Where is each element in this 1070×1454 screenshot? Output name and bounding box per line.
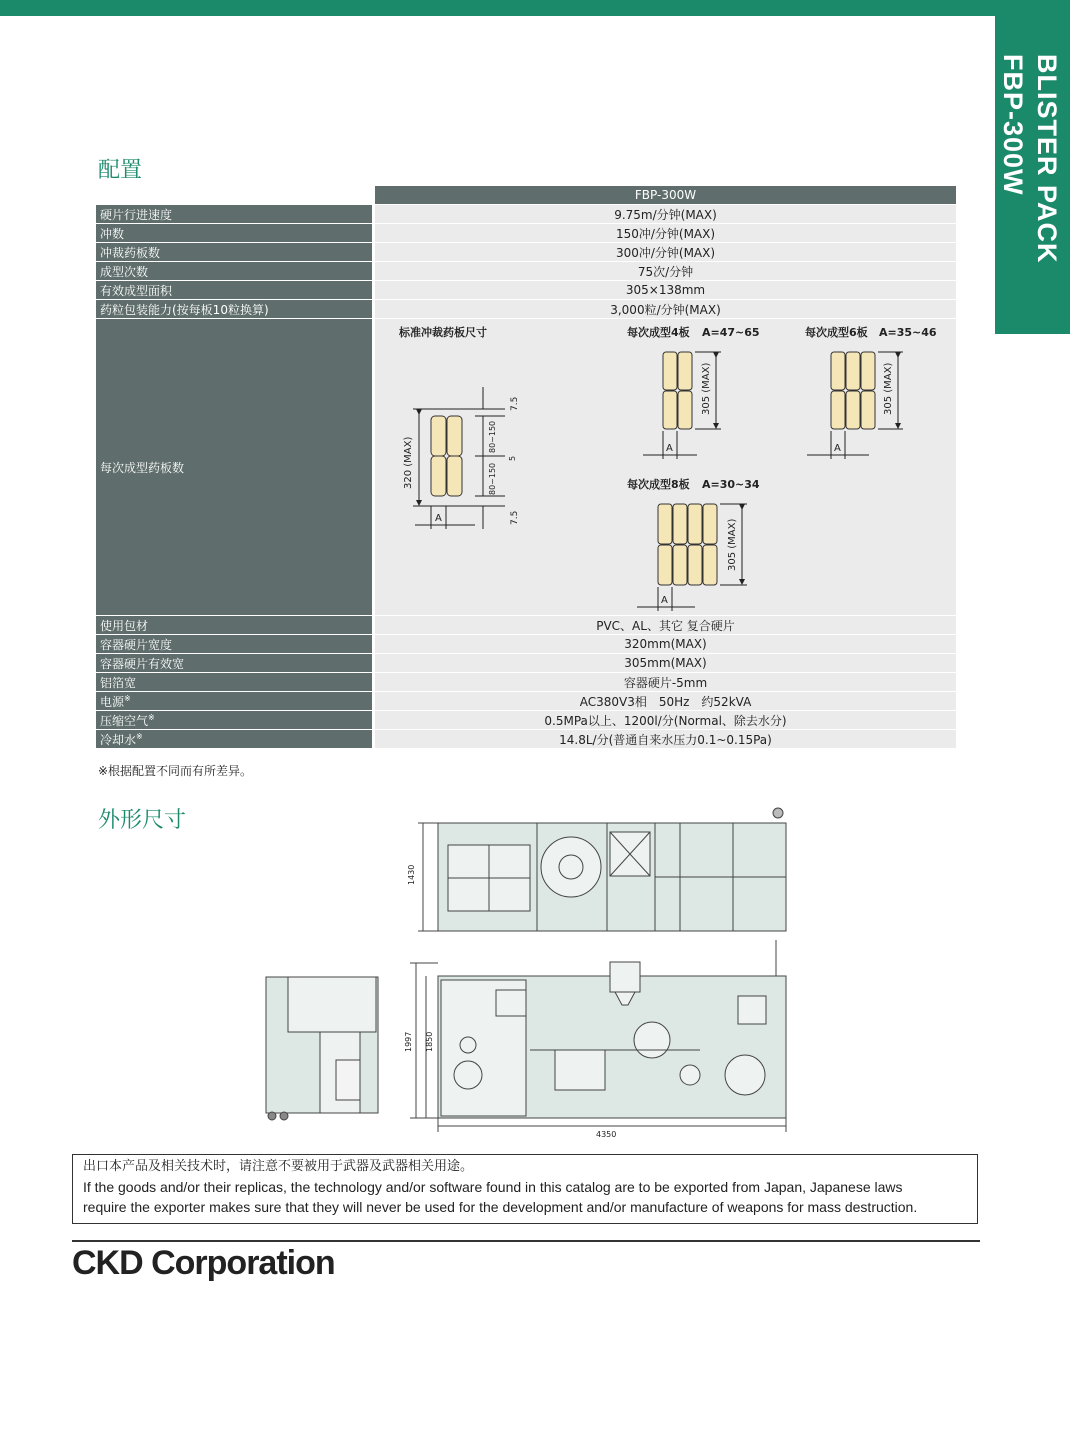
blister-layout-svg (375, 319, 963, 615)
spec-value: 0.5MPa以上、1200l/分(Normal、除去水分) (375, 711, 956, 729)
spec-value: AC380V3相 50Hz 约52kVA (375, 692, 956, 710)
spec-label: 冷却水 (100, 732, 137, 747)
spec-value: 容器硬片-5mm (375, 673, 956, 691)
eight-range: A=30~34 (702, 478, 760, 491)
spec-value: 305×138mm (375, 281, 956, 299)
spec-value: 14.8L/分(普通自来水压力0.1~0.15Pa) (375, 730, 956, 748)
spec-label: 容器硬片有效宽 (100, 656, 185, 671)
spec-label: 压缩空气 (100, 713, 149, 728)
spec-label: 药粒包装能力(按每板10粒换算) (96, 300, 375, 318)
spec-label: 成型次数 (96, 262, 375, 280)
four-title: 每次成型4板 (627, 326, 690, 339)
spec-label: 使用包材 (100, 618, 149, 633)
spec-label: 冲数 (96, 224, 375, 242)
spec-header-row (96, 186, 956, 204)
std-blister-group (413, 387, 505, 529)
export-notice-zh: 出口本产品及相关技术时，请注意不要被用于武器及武器相关用途。 (83, 1159, 474, 1174)
export-notice-en-line2: require the exporter makes sure that they will never be used for the development and/or manufacture of weapons for mass destruction. (83, 1199, 918, 1215)
footnote-mark: ※ (124, 693, 131, 703)
spec-row (96, 262, 956, 280)
six-title: 每次成型6板 (805, 326, 868, 339)
spec-label: 每次成型药板数 (96, 319, 375, 615)
std-dim-80-150-bottom: 80~150 (488, 462, 497, 495)
spec-label: 有效成型面积 (96, 281, 375, 299)
std-height-label: 320 (MAX) (403, 436, 414, 489)
dim-top-height: 1430 (407, 864, 416, 885)
spec-row (96, 673, 956, 691)
spec-row (96, 692, 956, 710)
spec-row-blister-count (96, 319, 956, 615)
dim-width: 4350 (596, 1130, 617, 1139)
config-note: ※根据配置不同而有所差异。 (98, 764, 253, 778)
spec-value: 305mm(MAX) (375, 654, 956, 672)
spec-label: 硬片行进速度 (96, 205, 375, 223)
footnote-mark: ※ (136, 731, 143, 741)
six-height-label: 305 (MAX) (883, 362, 894, 415)
spec-value: 3,000粒/分钟(MAX) (375, 300, 956, 318)
company-logo-text: CKD Corporation (72, 1244, 335, 1282)
eight-height-label: 305 (MAX) (727, 518, 738, 571)
dimensions-title: 外形尺寸 (98, 808, 187, 833)
std-a-label: A (435, 513, 442, 524)
footnote-mark: ※ (148, 712, 155, 722)
four-a-label: A (666, 443, 673, 454)
spec-row (96, 205, 956, 223)
side-tab-category: BLISTER PACK (1032, 54, 1062, 264)
spec-row (96, 635, 956, 653)
four-range: A=47~65 (702, 326, 760, 339)
machine-top-view (418, 808, 786, 931)
model-header: FBP-300W (375, 186, 956, 204)
dim-front-height-2: 1850 (425, 1031, 434, 1052)
std-dim-7-5-bottom: 7.5 (510, 510, 520, 525)
four-height-label: 305 (MAX) (701, 362, 712, 415)
config-title: 配置 (98, 158, 143, 183)
spec-value: 9.75m/分钟(MAX) (375, 205, 956, 223)
spec-label: 容器硬片宽度 (100, 637, 173, 652)
spec-row (96, 730, 956, 748)
spec-value: 75次/分钟 (375, 262, 956, 280)
export-notice (72, 1154, 978, 1224)
spec-label: 电源 (100, 694, 125, 709)
spec-row (96, 224, 956, 242)
std-dim-80-150-top: 80~150 (488, 420, 497, 453)
spec-table (96, 185, 956, 749)
spec-row (96, 300, 956, 318)
side-tab-model: FBP-300W (998, 54, 1028, 196)
dim-front-height-1: 1997 (404, 1031, 413, 1052)
std-dim-7-5-top: 7.5 (510, 396, 520, 411)
eight-a-label: A (661, 595, 668, 606)
machine-front-view (266, 940, 786, 1132)
spec-label: 铝箔宽 (100, 675, 137, 690)
spec-row (96, 654, 956, 672)
spec-value: 300冲/分钟(MAX) (375, 243, 956, 261)
std-dim-5: 5 (508, 455, 517, 461)
spec-value: 320mm(MAX) (375, 635, 956, 653)
spec-value: PVC、AL、其它 复合硬片 (375, 616, 956, 634)
top-accent-bar (0, 0, 1070, 16)
spec-row (96, 711, 956, 729)
eight-title: 每次成型8板 (627, 478, 690, 491)
spec-row (96, 243, 956, 261)
six-a-label: A (834, 443, 841, 454)
std-title: 标准冲裁药板尺寸 (399, 326, 487, 339)
export-notice-en-line1: If the goods and/or their replicas, the technology and/or software found in this catalog are to be exported from Japan, Japanese laws (83, 1179, 903, 1195)
spec-row (96, 616, 956, 634)
footer-divider (72, 1240, 980, 1242)
spec-value: 150冲/分钟(MAX) (375, 224, 956, 242)
spec-label: 冲裁药板数 (96, 243, 375, 261)
blister-layout-diagrams (375, 319, 956, 615)
six-range: A=35~46 (879, 326, 937, 339)
product-side-tab (995, 16, 1070, 334)
spec-row (96, 281, 956, 299)
